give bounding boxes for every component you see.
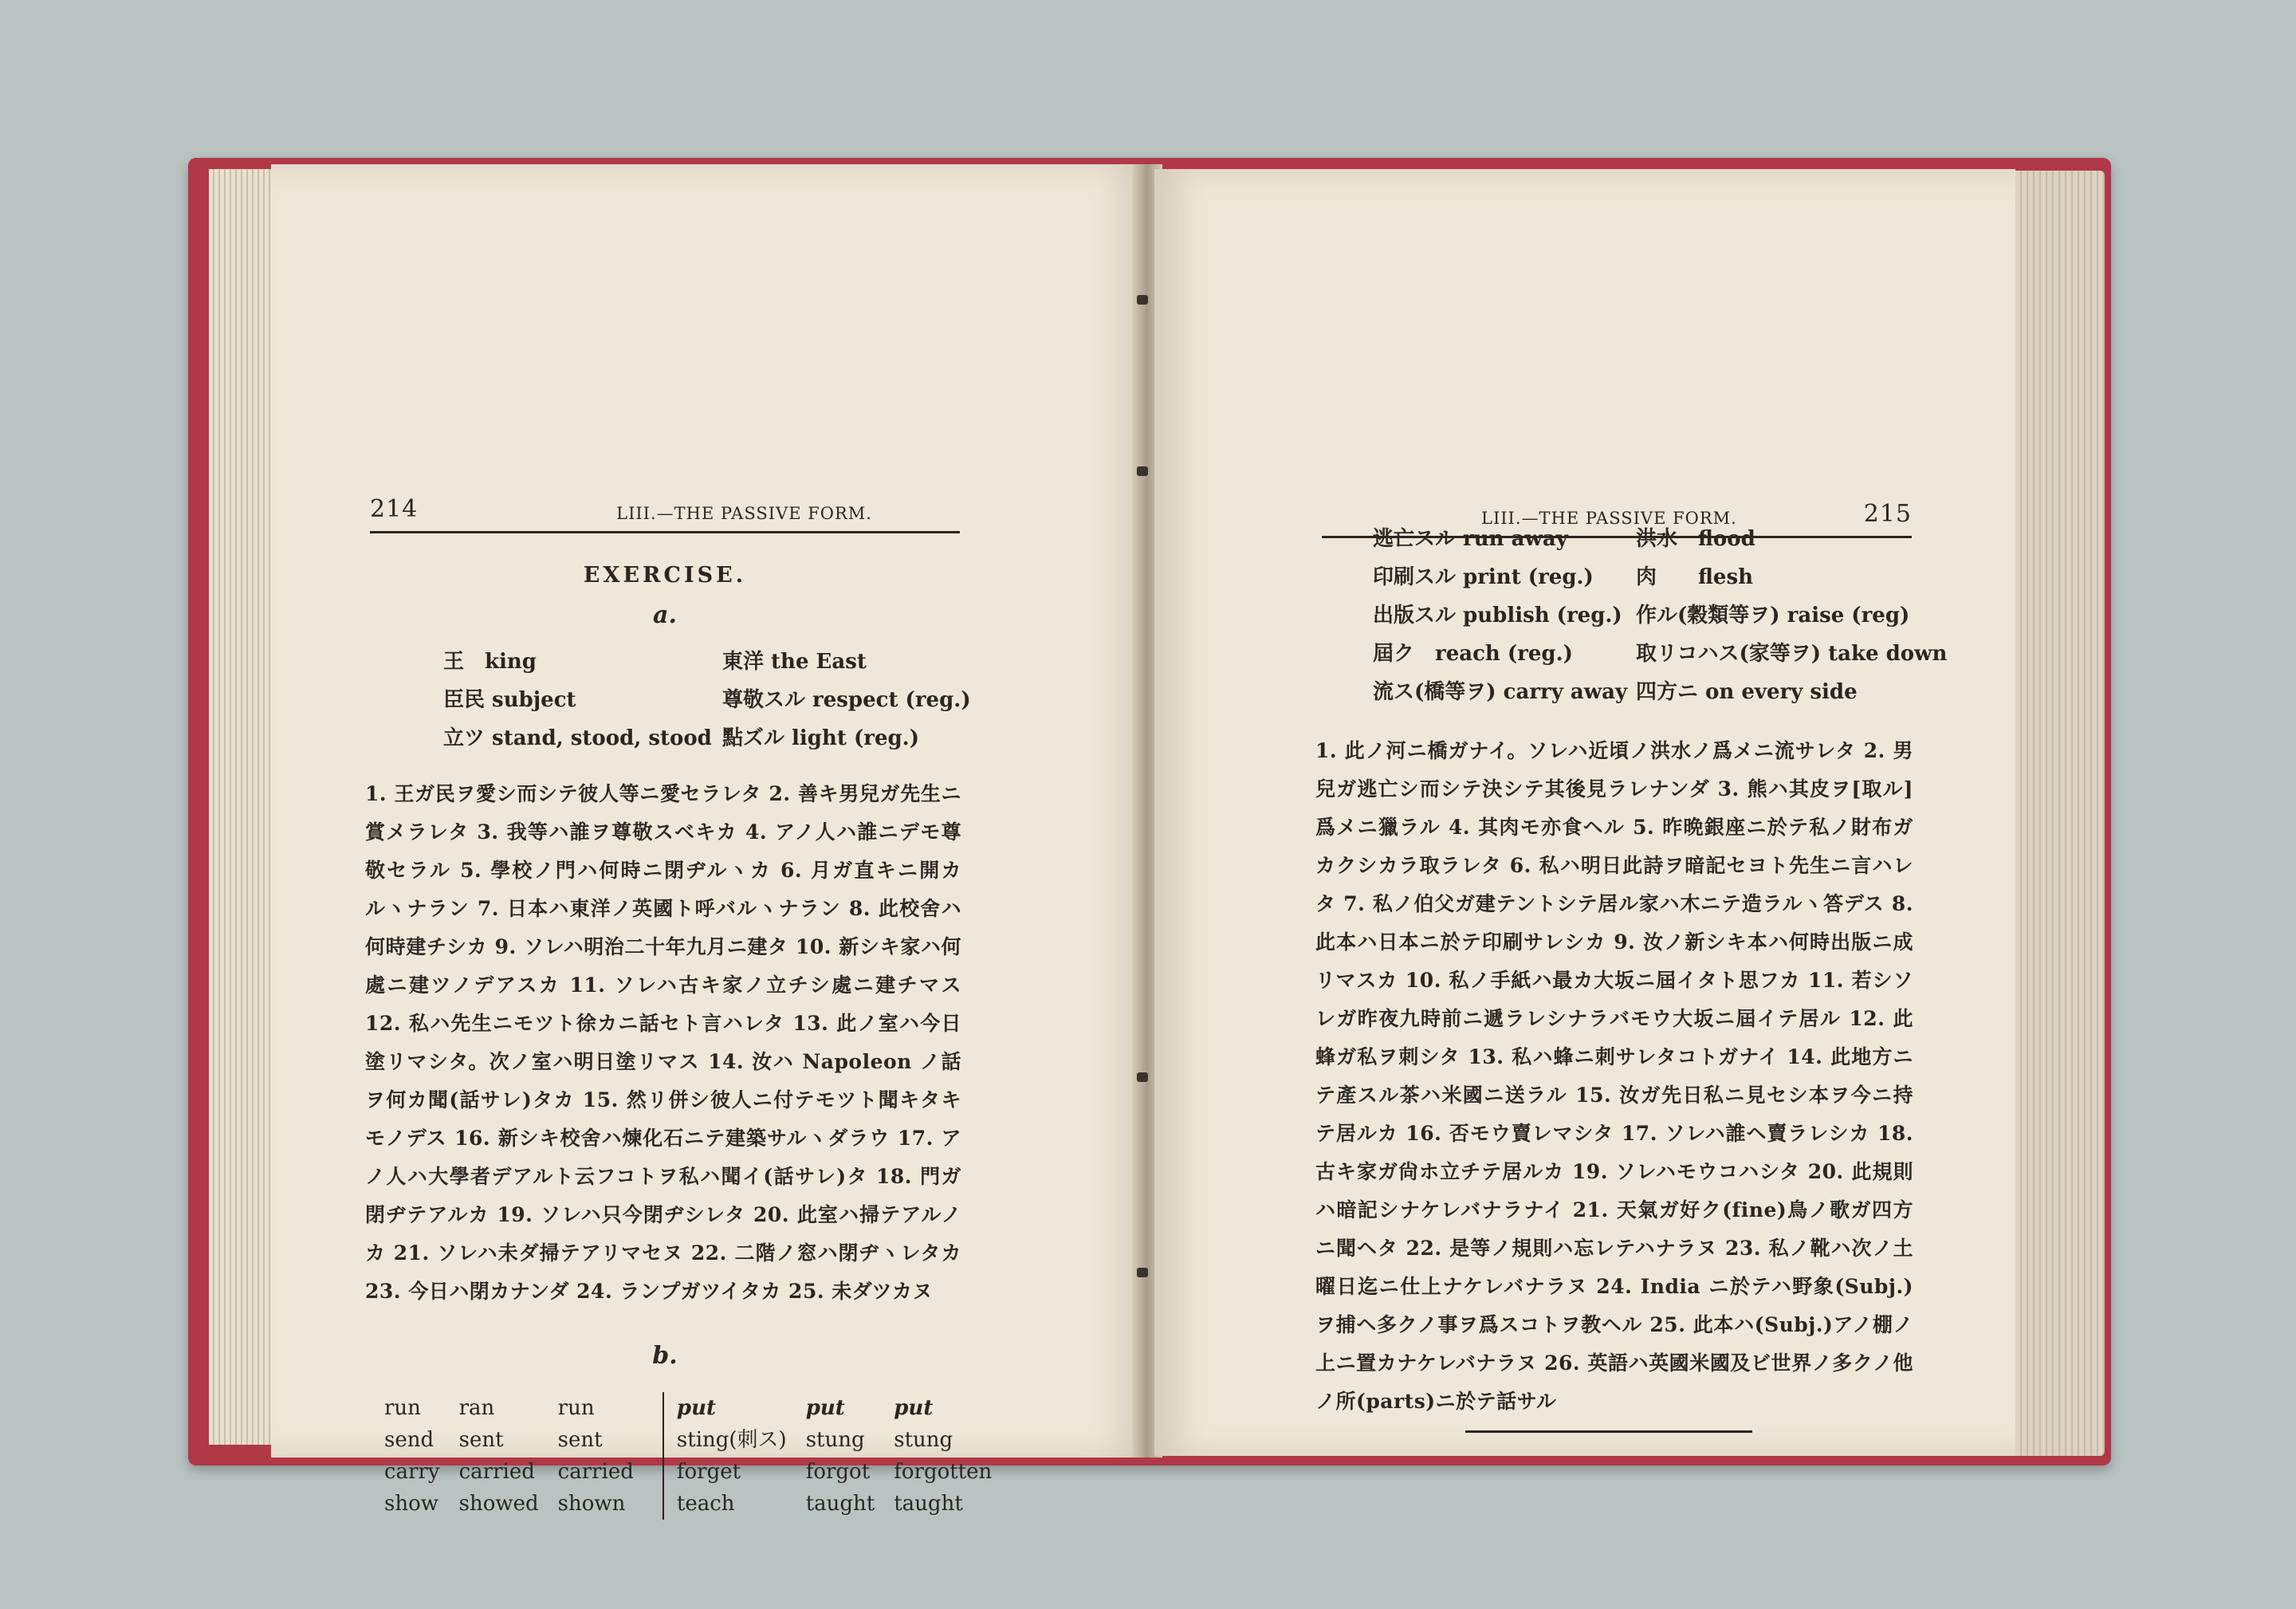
binding-stitch [1137,1268,1148,1277]
table-cell: run [557,1396,595,1420]
vocab-entry: 洪水 flood [1636,527,1755,551]
vocab-entry: 臣民 subject [443,688,576,712]
verb-forms-left [384,1392,664,1520]
vocabulary-list [443,647,985,753]
left-page-header [370,479,960,533]
table-row [677,1456,1011,1488]
table-cell: showed [458,1492,539,1516]
table-row [677,1488,1011,1520]
table-cell: forgotten [894,1460,993,1484]
vocabulary-list [1373,524,1948,707]
section-b-label: b. [652,1342,678,1370]
page-number: 215 [1863,500,1912,528]
page-edges-left [209,169,281,1445]
vocab-entry: 取リコハス(家等ヲ) take down [1636,642,1948,666]
table-cell: put [676,1396,716,1420]
table-cell: show [384,1492,438,1516]
table-cell: carried [458,1460,535,1484]
table-cell: sent [557,1428,603,1452]
table-cell: sent [458,1428,504,1452]
section-a-label: a. [653,601,677,629]
vocab-entry: 王 king [443,650,537,674]
left-page [271,164,1145,1516]
end-rule [1465,1430,1752,1433]
vocab-entry: 屆ク reach (reg.) [1373,642,1573,666]
table-cell: teach [676,1492,735,1516]
table-cell: stung [805,1428,865,1452]
running-head: LIII.—THE PASSIVE FORM. [616,504,872,523]
vocab-entry: 肉 flesh [1636,565,1753,589]
table-row [677,1424,1011,1456]
page-edges-right [2009,171,2105,1456]
table-row [384,1424,653,1456]
right-page [1154,169,2015,1456]
table-cell: taught [894,1492,963,1516]
vocab-entry: 作ル(穀類等ヲ) raise (reg) [1636,604,1910,627]
table-header-row [677,1392,1011,1424]
vocab-entry: 東洋 the East [722,650,867,674]
vocab-entry: 流ス(橋等ヲ) carry away [1373,680,1628,704]
verb-forms-right [664,1392,1011,1520]
vocab-entry: 印刷スル print (reg.) [1373,565,1594,589]
exercise-text: 1. 王ガ民ヲ愛シ而シテ彼人等ニ愛セラレタ 2. 善キ男兒ガ先生ニ賞メラレタ 3. 我等ハ誰ヲ尊敬スベキカ 4. アノ人ハ誰ニデモ尊敬セラル 5. 學校ノ門ハ何時ニ閉ヂルヽカ 6. 月ガ直キニ開カルヽナラン 7. 日本ハ東洋ノ英國ト呼バルヽナラン 8. 此校舍ハ何時建チシカ 9. ソレハ明治二十年九月ニ建タ 10. 新シキ家ハ何處ニ建ツノデアスカ 11. ソレハ古キ家ノ立チシ處ニ建チマス 12. 私ハ先生ニモツト徐カニ話セト言ハレタ 13. 此ノ室ハ今日塗リマシタ。次ノ室ハ明日塗リマス 14. 汝ハ Napoleon ノ話ヲ何カ聞(話サレ)タカ 15. 然リ併シ彼人ニ付テモツト聞キタキモノデス 16. 新シキ校舍ハ煉化石ニテ建築サルヽダラウ 17. アノ人ハ大學者デアルト云フコトヲ私ハ聞イ(話サレ)タ 18. 門ガ閉ヂテアルカ 19. ソレハ只今閉ヂシレタ 20. 此室ハ掃テアルノカ 21. ソレハ未ダ掃テアリマセヌ 22. 二階ノ窓ハ閉ヂヽレタカ 23. 今日ハ閉カナンダ 24. ランプガツイタカ 25. 未ダツカヌ [365,782,961,1303]
table-cell: ran [458,1396,495,1420]
running-head: LIII.—THE PASSIVE FORM. [1481,509,1737,528]
verb-forms-table [384,1392,993,1520]
table-cell: carried [557,1460,634,1484]
vocab-entry: 逃亡スル run away [1373,527,1568,551]
vocab-entry: 出版スル publish (reg.) [1373,604,1622,627]
table-cell: shown [557,1492,626,1516]
table-cell: send [384,1428,434,1452]
table-row [384,1456,653,1488]
table-cell: forgot [805,1460,871,1484]
exercise-title: EXERCISE. [583,563,747,588]
binding-stitch [1137,466,1148,476]
page-number: 214 [370,495,419,523]
table-cell: taught [805,1492,875,1516]
table-cell: put [805,1396,845,1420]
vocab-entry: 點ズル light (reg.) [722,726,920,750]
table-cell: forget [676,1460,741,1484]
table-cell: sting(刺ス) [676,1428,787,1452]
table-cell: carry [384,1460,440,1484]
vocab-entry: 尊敬スル respect (reg.) [722,688,971,712]
binding-stitch [1137,1072,1148,1082]
vocab-entry: 立ツ stand, stood, stood [443,726,712,750]
table-row [384,1488,653,1520]
table-row [384,1392,653,1424]
exercise-text: 1. 此ノ河ニ橋ガナイ。ソレハ近頃ノ洪水ノ爲メニ流サレタ 2. 男兒ガ逃亡シ而シテ決シテ其後見ラレナンダ 3. 熊ハ其皮ヲ[取ル]爲メニ獵ラル 4. 其肉モ亦食ヘル 5. 昨晩銀座ニ於テ私ノ財布ガカクシカラ取ラレタ 6. 私ハ明日此詩ヲ暗記セヨト先生ニ言ハレタ 7. 私ノ伯父ガ建テントシテ居ル家ハ木ニテ造ラルヽ答デス 8. 此本ハ日本ニ於テ印刷サレシカ 9. 汝ノ新シキ本ハ何時出版ニ成リマスカ 10. 私ノ手紙ハ最カ大坂ニ屆イタト思フカ 11. 若シソレガ昨夜九時前ニ遞ラレシナラバモウ大坂ニ屆イテ居ル 12. 此蜂ガ私ヲ刺シタ 13. 私ハ蜂ニ刺サレタコトガナイ 14. 此地方ニテ產スル茶ハ米國ニ送ラル 15. 汝ガ先日私ニ見セシ本ヲ今ニ持テ居ルカ 16. 否モウ賣レマシタ 17. ソレハ誰ヘ賣ラレシカ 18. 古キ家ガ尙ホ立チテ居ルカ 19. ソレハモウコハシタ 20. 此規則ハ暗記シナケレバナラナイ 21. 天氣ガ好ク(fine)鳥ノ歌ガ四方ニ聞ヘタ 22. 是等ノ規則ハ忘レテハナラヌ 23. 私ノ靴ハ次ノ土曜日迄ニ仕上ナケレバナラヌ 24. India ニ於テハ野象(Subj.)ヲ捕ヘ多クノ事ヲ爲スコトヲ教ヘル 25. 此本ハ(Subj.)アノ棚ノ上ニ置カナケレバナラヌ 26. 英語ハ英國米國及ビ世界ノ多クノ他ノ所(parts)ニ於テ話サル [1315,739,1913,1413]
binding-stitch [1137,295,1148,305]
table-cell: run [384,1396,421,1420]
table-cell: put [894,1396,934,1420]
table-cell: stung [894,1428,953,1452]
vocab-entry: 四方ニ on every side [1636,680,1858,704]
